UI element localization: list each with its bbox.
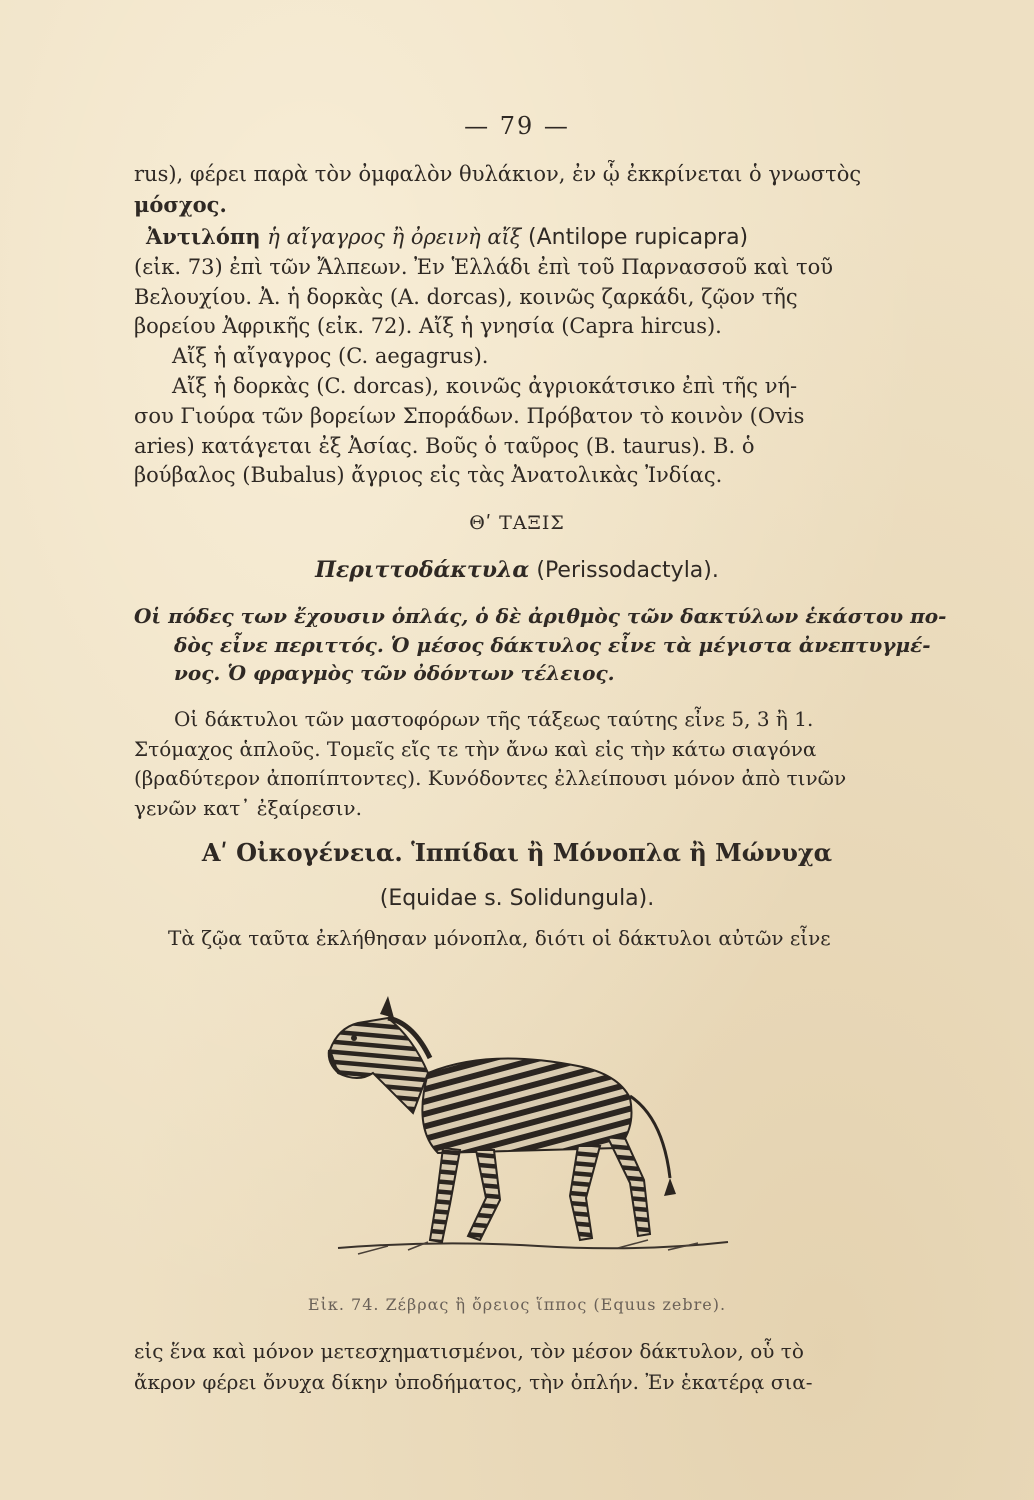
- order-number-heading: Θʹ ΤΑΞΙΣ: [469, 512, 565, 534]
- family-latin: (Equidae s. Solidungula).: [379, 886, 655, 911]
- order-characteristics: [134, 602, 947, 688]
- order-greek: Περιττοδάκτυλα: [315, 557, 530, 583]
- intro-line: Τὰ ζῷα ταῦτα ἐκλήθησαν μόνοπλα, διότι οἱ δάκτυλοι αὐτῶν εἶνε: [168, 926, 831, 950]
- text-line: Αἴξ ἡ δορκὰς (C. dorcas), κοινῶς ἀγριοκάτσικο ἐπὶ τῆς νή-: [172, 373, 798, 398]
- term-greek: ἡ αἴγαγρος ἢ ὀρεινὴ αἴξ: [267, 225, 522, 249]
- page-number: — 79 —: [464, 112, 570, 140]
- text-line: εἰς ἕνα καὶ μόνον μετεσχηματισμένοι, τὸν μέσον δάκτυλον, οὗ τὸ: [134, 1339, 804, 1363]
- text-line: Στόμαχος ἁπλοῦς. Τομεῖς εἴς τε τὴν ἄνω καὶ εἰς τὴν κάτω σιαγόνα: [134, 736, 817, 761]
- text-line: Βελουχίου. Ἀ. ἡ δορκὰς (A. dorcas), κοινῶς ζαρκάδι, ζῷον τῆς: [134, 284, 798, 309]
- text-line: Οἱ πόδες των ἔχουσιν ὁπλάς, ὁ δὲ ἀριθμὸς τῶν δακτύλων ἑκάστου πο-: [134, 604, 947, 628]
- order-facts: [134, 705, 896, 823]
- figure-caption: Εἰκ. 74. Ζέβρας ἢ ὄρειος ἵππος (Equus zebre).: [307, 1295, 727, 1314]
- text-line: (βραδύτερον ἀποπίπτοντες). Κυνόδοντες ἐλλείπουσι μόνον ἀπὸ τινῶν: [134, 766, 847, 790]
- text-line: Οἱ δάκτυλοι τῶν μαστοφόρων τῆς τάξεως ταύτης εἶνε 5, 3 ἢ 1.: [174, 707, 814, 731]
- text-line: σου Γιούρα τῶν βορείων Σποράδων. Πρόβατον τὸ κοινὸν (Ovis: [134, 403, 805, 428]
- text-line: γενῶν κατ᾽ ἐξαίρεσιν.: [134, 795, 362, 820]
- text-line: μόσχος.: [134, 191, 227, 217]
- text-line: (εἰκ. 73) ἐπὶ τῶν Ἄλπεων. Ἐν Ἑλλάδι ἐπὶ τοῦ Παρνασσοῦ καὶ τοῦ: [134, 254, 834, 279]
- family-heading: Αʹ Οἰκογένεια. Ἱππίδαι ἢ Μόνοπλα ἢ Μώνυχα: [201, 838, 833, 867]
- paragraph-antelope: [134, 222, 896, 491]
- text-line: βορείου Ἀφρικῆς (εἰκ. 72). Αἴξ ἡ γνησία (Capra hircus).: [134, 314, 722, 339]
- paragraph-musk: [134, 160, 896, 220]
- order-latin: (Perissodactyla).: [536, 558, 719, 583]
- text-line: νος. Ὁ φραγμὸς τῶν ὀδόντων τέλειος.: [174, 661, 615, 685]
- order-heading: [0, 557, 1034, 583]
- term-antilope: Ἀντιλόπη: [146, 224, 261, 249]
- term-latin: (Antilope rupicapra): [528, 225, 749, 250]
- text-line: Αἴξ ἡ αἴγαγρος (C. aegagrus).: [172, 344, 489, 369]
- text-line: ἄκρον φέρει ὄνυχα δίκην ὑποδήματος, τὴν ὁπλήν. Ἐν ἑκατέρᾳ σια-: [134, 1370, 813, 1394]
- text-line: βούβαλος (Bubalus) ἄγριος εἰς τὰς Ἀνατολικὰς Ἰνδίας.: [134, 463, 723, 488]
- text-line: rus), φέρει παρὰ τὸν ὀμφαλὸν θυλάκιον, ἐν ᾧ ἐκκρίνεται ὁ γνωστὸς: [134, 162, 862, 186]
- text-line: aries) κατάγεται ἐξ Ἀσίας. Βοῦς ὁ ταῦρος (B. taurus). Β. ὁ: [134, 433, 755, 458]
- text-line: δὸς εἶνε περιττός. Ὁ μέσος δάκτυλος εἶνε τὰ μέγιστα ἀνεπτυγμέ-: [174, 632, 931, 657]
- paragraph-continuation: [134, 1336, 896, 1398]
- zebra-illustration: [318, 978, 738, 1278]
- text-line: [134, 222, 896, 253]
